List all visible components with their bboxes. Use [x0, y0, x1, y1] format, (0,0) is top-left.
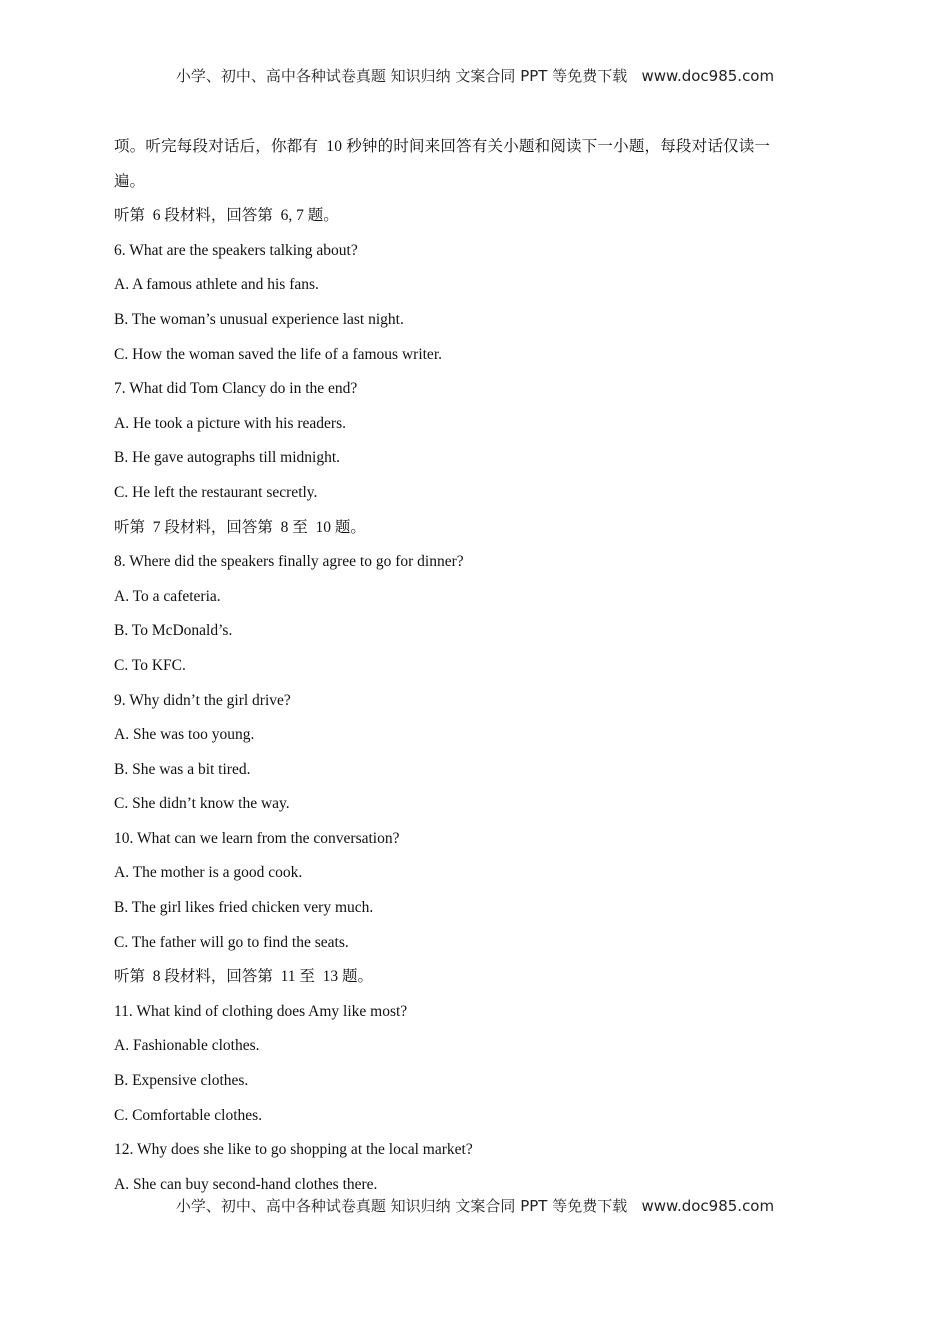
question-11-option-b: B. Expensive clothes.	[114, 1072, 249, 1090]
question-8-option-a: A. To a cafeteria.	[114, 587, 221, 605]
instruction-line: 项。听完每段对话后，你都有 10 秒钟的时间来回答有关小题和阅读下一小题，每段对话仅读一	[114, 138, 771, 155]
question-10-option-a: A. The mother is a good cook.	[114, 864, 303, 882]
question-11-option-c: C. Comfortable clothes.	[114, 1106, 263, 1124]
question-11: 11. What kind of clothing does Amy like most?	[114, 1002, 408, 1020]
question-9-option-a: A. She was too young.	[114, 726, 255, 744]
question-6-option-a: A. A famous athlete and his fans.	[114, 276, 319, 294]
section-heading: 听第 6 段材料，回答第 6, 7 题。	[114, 207, 339, 225]
question-8-option-c: C. To KFC.	[114, 656, 186, 674]
question-6: 6. What are the speakers talking about?	[114, 241, 358, 259]
question-8: 8. Where did the speakers finally agree to go for dinner?	[114, 553, 464, 571]
section-heading: 听第 8 段材料，回答第 11 至 13 题。	[114, 968, 374, 986]
question-11-option-a: A. Fashionable clothes.	[114, 1037, 260, 1055]
question-7: 7. What did Tom Clancy do in the end?	[114, 380, 358, 398]
question-7-option-a: A. He took a picture with his readers.	[114, 414, 347, 432]
instruction-line: 遍。	[114, 172, 146, 190]
document-body	[114, 130, 824, 1202]
question-12-option-a: A. She can buy second-hand clothes there.	[114, 1175, 378, 1193]
question-6-option-c: C. How the woman saved the life of a famous writer.	[114, 345, 442, 363]
question-8-option-b: B. To McDonald’s.	[114, 622, 233, 640]
question-9-option-c: C. She didn’t know the way.	[114, 795, 290, 813]
question-12: 12. Why does she like to go shopping at the local market?	[114, 1141, 473, 1159]
question-7-option-c: C. He left the restaurant secretly.	[114, 483, 318, 501]
question-10: 10. What can we learn from the conversation?	[114, 829, 400, 847]
question-6-option-b: B. The woman’s unusual experience last night.	[114, 310, 404, 328]
question-10-option-b: B. The girl likes fried chicken very much.	[114, 899, 374, 917]
question-9-option-b: B. She was a bit tired.	[114, 760, 251, 778]
question-9: 9. Why didn’t the girl drive?	[114, 691, 291, 709]
header-banner: 小学、初中、高中各种试卷真题 知识归纳 文案合同 PPT 等免费下载 www.doc985.com	[175, 67, 775, 85]
question-7-option-b: B. He gave autographs till midnight.	[114, 449, 341, 467]
section-heading: 听第 7 段材料，回答第 8 至 10 题。	[114, 518, 366, 536]
footer-banner: 小学、初中、高中各种试卷真题 知识归纳 文案合同 PPT 等免费下载 www.doc985.com	[175, 1197, 775, 1215]
question-10-option-c: C. The father will go to find the seats.	[114, 933, 349, 951]
